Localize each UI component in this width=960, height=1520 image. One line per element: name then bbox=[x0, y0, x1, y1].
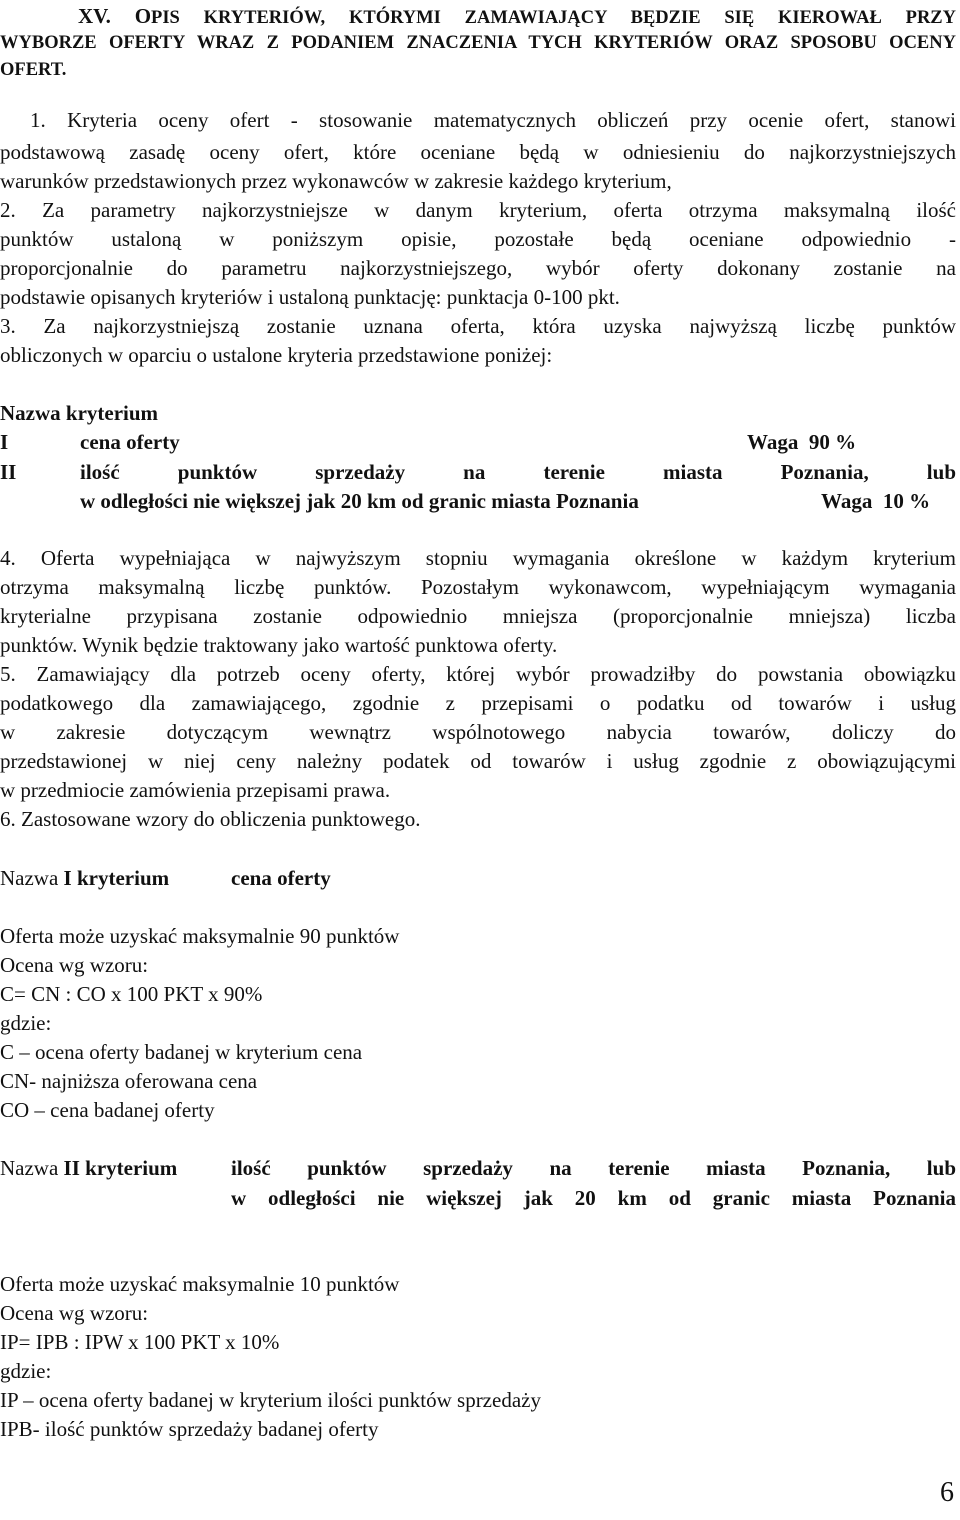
criterion-2-label-prefix: Nazwa bbox=[0, 1156, 64, 1180]
paragraph-line: podatkowego dla zamawiającego, zgodnie z przepisami o podatku od towarów i usług bbox=[0, 691, 956, 715]
criteria-row-2-name-line-1: ilość punktów sprzedaży na terenie miasta Poznania, lub bbox=[80, 460, 956, 484]
criteria-row-1 bbox=[0, 428, 956, 457]
paragraph-line: 1. Kryteria oceny ofert - stosowanie matematycznych obliczeń przy ocenie ofert, stanowi bbox=[30, 108, 956, 132]
section-heading-line-1 bbox=[0, 4, 956, 30]
criteria-row-2-weight: Waga 10 % bbox=[821, 489, 931, 513]
criterion-2-formula: IP= IPB : IPW x 100 PKT x 10% bbox=[0, 1330, 280, 1354]
criteria-row-1-name: cena oferty bbox=[80, 430, 180, 454]
criteria-row-2-name-line-2: w odległości nie większej jak 20 km od granic miasta Poznania bbox=[80, 489, 639, 513]
criterion-2-line: IPB- ilość punktów sprzedaży badanej oferty bbox=[0, 1417, 379, 1441]
paragraph-line: 4. Oferta wypełniająca w najwyższym stopniu wymagania określone w każdym kryterium bbox=[0, 546, 956, 570]
criterion-2-name-line-2: w odległości nie większej jak 20 km od granic miasta Poznania bbox=[231, 1186, 956, 1210]
paragraph-line: przedstawionej w niej ceny należny podatek od towarów i usług zgodnie z obowiązującymi bbox=[0, 749, 956, 773]
heading-text-1: PIS KRYTERIÓW, KTÓRYMI ZAMAWIAJĄCY BĘDZIE SIĘ KIEROWAŁ PRZY bbox=[151, 8, 957, 28]
criterion-2-title bbox=[0, 1154, 956, 1183]
criterion-1-line: Oferta może uzyskać maksymalnie 90 punktów bbox=[0, 924, 400, 948]
paragraph-line: podstawową zasadę oceny ofert, które oceniane będą w odniesieniu do najkorzystniejszych bbox=[0, 140, 956, 164]
criterion-1-formula: C= CN : CO x 100 PKT x 90% bbox=[0, 982, 263, 1006]
criterion-2-line: IP – ocena oferty badanej w kryterium ilości punktów sprzedaży bbox=[0, 1388, 541, 1412]
criteria-row-2 bbox=[0, 458, 956, 487]
criterion-1-line: CO – cena badanej oferty bbox=[0, 1098, 215, 1122]
paragraph-line: w przedmiocie zamówienia przepisami prawa. bbox=[0, 778, 391, 802]
paragraph-line: 2. Za parametry najkorzystniejsze w danym kryterium, oferta otrzyma maksymalną ilość bbox=[0, 198, 956, 222]
heading-first-letter: O bbox=[134, 4, 152, 28]
criterion-2-line: Ocena wg wzoru: bbox=[0, 1301, 149, 1325]
criterion-2-line: Oferta może uzyskać maksymalnie 10 punktów bbox=[0, 1272, 400, 1296]
criteria-row-1-weight: Waga 90 % bbox=[747, 430, 857, 454]
criterion-1-line: CN- najniższa oferowana cena bbox=[0, 1069, 258, 1093]
paragraph-line: otrzyma maksymalną liczbę punktów. Pozostałym wykonawcom, wypełniającym wymagania bbox=[0, 575, 956, 599]
criterion-2-name-line-1: ilość punktów sprzedaży na terenie miasta Poznania, lub bbox=[231, 1156, 956, 1180]
section-heading-line-3: OFERT. bbox=[0, 60, 67, 80]
criteria-row-1-number: I bbox=[0, 430, 9, 454]
paragraph-line: punktów ustaloną w poniższym opisie, pozostałe będą oceniane odpowiednio - bbox=[0, 227, 956, 251]
paragraph-line: obliczonych w oparciu o ustalone kryteria przedstawione poniżej: bbox=[0, 343, 553, 367]
criterion-1-line: C – ocena oferty badanej w kryterium cena bbox=[0, 1040, 363, 1064]
paragraph-line: kryterialne przypisana zostanie odpowiednio mniejsza (proporcjonalnie mniejsza) liczba bbox=[0, 604, 956, 628]
criterion-1-line: Ocena wg wzoru: bbox=[0, 953, 149, 977]
criteria-row-2-cont bbox=[0, 487, 956, 516]
paragraph-line: 6. Zastosowane wzory do obliczenia punktowego. bbox=[0, 807, 421, 831]
criteria-table-header: Nazwa kryterium bbox=[0, 401, 159, 425]
criteria-row-2-number: II bbox=[0, 460, 17, 484]
paragraph-line: w zakresie dotyczącym wewnątrz wspólnotowego nabycia towarów, doliczy do bbox=[0, 720, 956, 744]
paragraph-line: podstawie opisanych kryteriów i ustaloną punktację: punktacja 0-100 pkt. bbox=[0, 285, 620, 309]
criterion-1-label: I kryterium bbox=[63, 866, 170, 890]
criterion-1-name: cena oferty bbox=[231, 866, 331, 890]
paragraph-line: proporcjonalnie do parametru najkorzystniejszego, wybór oferty dokonany zostanie na bbox=[0, 256, 956, 280]
section-number: XV. bbox=[78, 4, 111, 28]
paragraph-line: punktów. Wynik będzie traktowany jako wartość punktowa oferty. bbox=[0, 633, 558, 657]
criterion-2-line: gdzie: bbox=[0, 1359, 52, 1383]
page-number: 6 bbox=[940, 1477, 954, 1508]
paragraph-line: 5. Zamawiający dla potrzeb oceny oferty, której wybór prowadziłby do powstania obowiązku bbox=[0, 662, 956, 686]
criterion-2-label: II kryterium bbox=[63, 1156, 178, 1180]
section-heading-line-2: WYBORZE OFERTY WRAZ Z PODANIEM ZNACZENIA TYCH KRYTERIÓW ORAZ SPOSOBU OCENY bbox=[0, 33, 956, 53]
criterion-1-line: gdzie: bbox=[0, 1011, 52, 1035]
criterion-1-label-prefix: Nazwa bbox=[0, 866, 64, 890]
criterion-1-title bbox=[0, 864, 956, 893]
paragraph-line: warunków przedstawionych przez wykonawców w zakresie każdego kryterium, bbox=[0, 169, 672, 193]
paragraph-line: 3. Za najkorzystniejszą zostanie uznana oferta, która uzyska najwyższą liczbę punktów bbox=[0, 314, 956, 338]
